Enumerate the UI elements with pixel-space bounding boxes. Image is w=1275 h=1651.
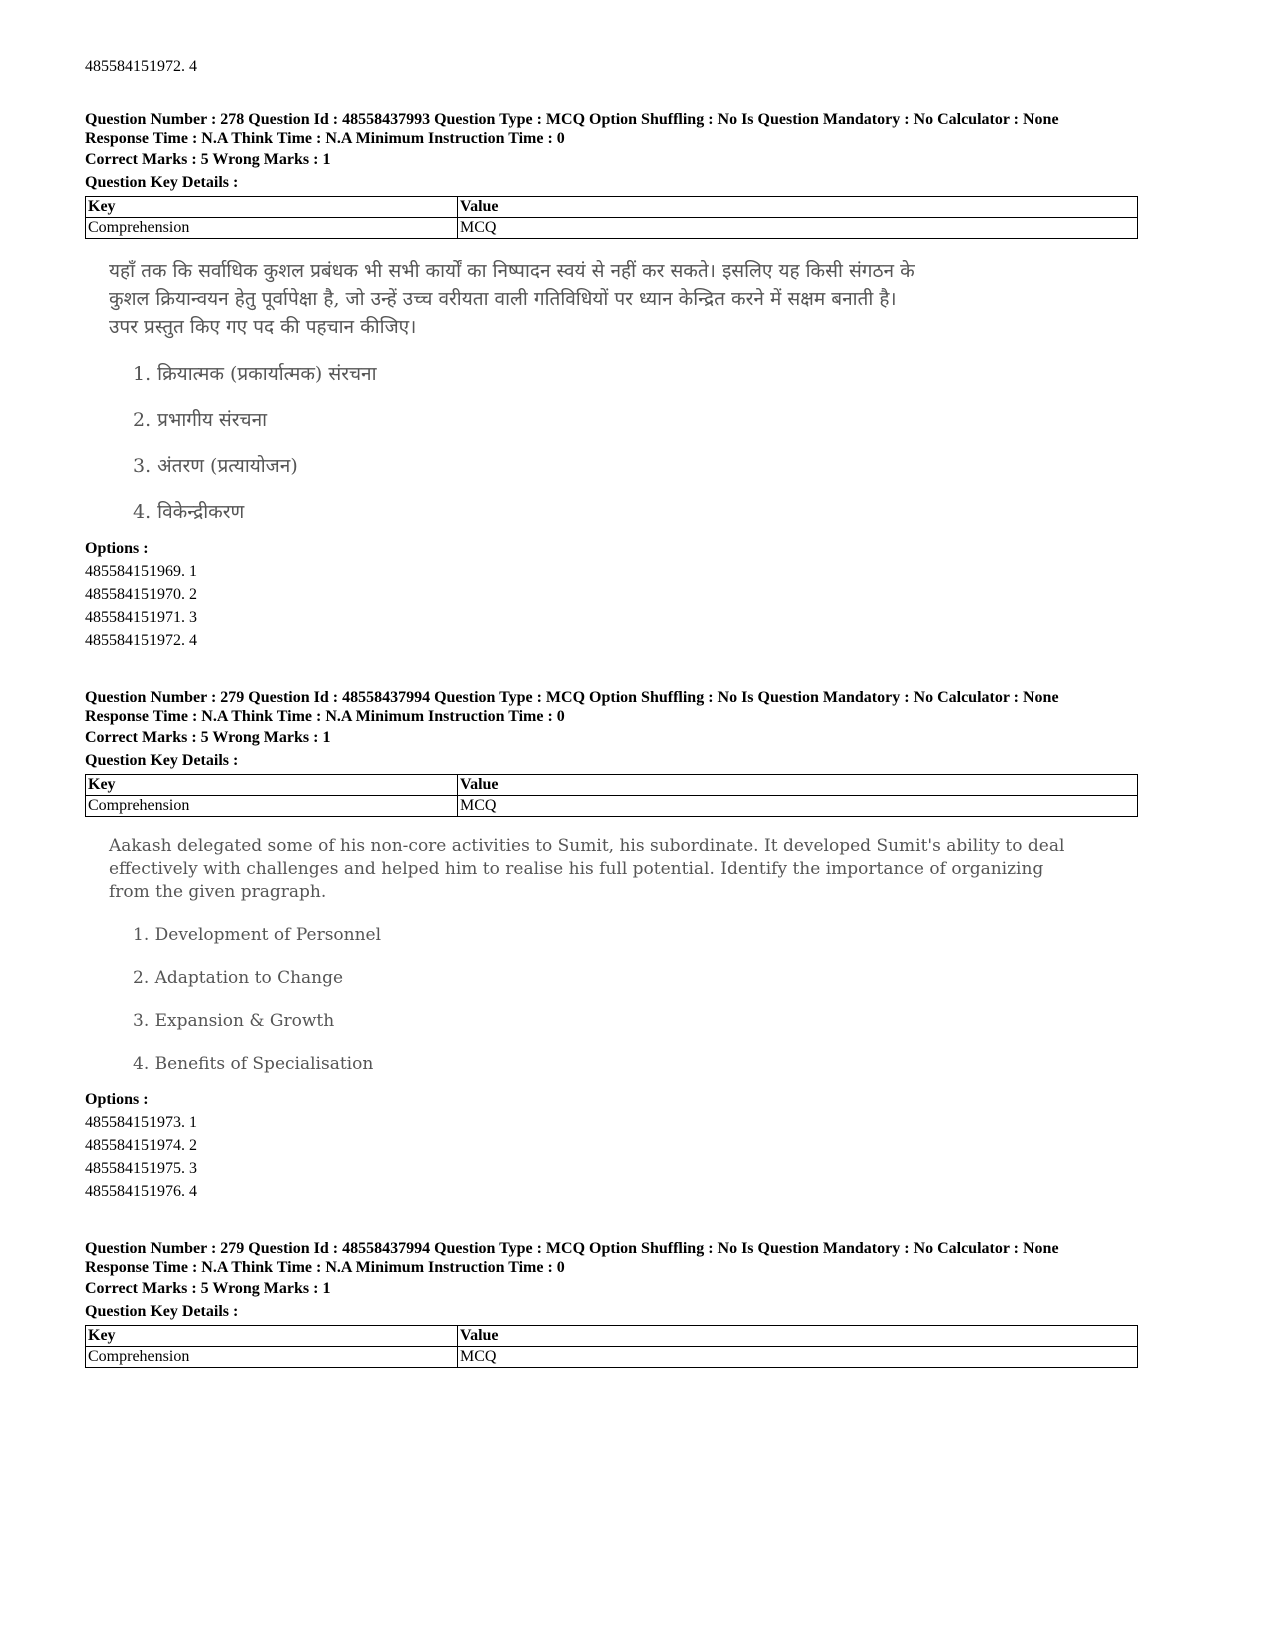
key-details-table <box>85 196 1138 239</box>
option-line: 485584151970. 2 <box>85 586 197 603</box>
table-header-row <box>86 197 1138 218</box>
value-cell: MCQ <box>458 796 1138 817</box>
question-choice: 3. अंतरण (प्रत्यायोजन) <box>133 455 298 477</box>
table-header-row <box>86 775 1138 796</box>
key-header-cell: Key <box>86 197 458 218</box>
option-line: 485584151973. 1 <box>85 1114 197 1131</box>
question-text-line: from the given pragraph. <box>109 882 327 902</box>
option-line: 485584151976. 4 <box>85 1183 197 1200</box>
previous-option-line: 485584151972. 4 <box>85 58 197 75</box>
key-header-cell: Key <box>86 1326 458 1347</box>
question-choice: 4. Benefits of Specialisation <box>133 1054 374 1074</box>
question-block-279 <box>85 688 1140 1203</box>
key-cell: Comprehension <box>86 1347 458 1368</box>
question-block-278 <box>85 110 1140 652</box>
option-line: 485584151969. 1 <box>85 563 197 580</box>
value-cell: MCQ <box>458 218 1138 239</box>
question-choice: 4. विकेन्द्रीकरण <box>133 501 245 523</box>
question-choice: 1. Development of Personnel <box>133 925 382 945</box>
question-text-line: यहाँ तक कि सर्वाधिक कुशल प्रबंधक भी सभी कार्यों का निष्पादन स्वयं से नहीं कर सकते। इसलिए यह किसी संगठन के <box>109 260 915 282</box>
question-choice: 1. क्रियात्मक (प्रकार्यात्मक) संरचना <box>133 363 377 385</box>
option-line: 485584151971. 3 <box>85 609 197 626</box>
key-cell: Comprehension <box>86 796 458 817</box>
question-header: Question Number : 279 Question Id : 48558437994 Question Type : MCQ Option Shuffling : No Is Question Mandatory : No Calculator : None <box>85 689 1059 706</box>
option-line: 485584151975. 3 <box>85 1160 197 1177</box>
options-title: Options : <box>85 540 149 557</box>
question-choice: 2. Adaptation to Change <box>133 968 344 988</box>
question-text-line: Aakash delegated some of his non-core activities to Sumit, his subordinate. It developed Sumit's ability to deal <box>109 836 1065 856</box>
question-image-hindi <box>109 257 1140 525</box>
key-details-title: Question Key Details : <box>85 174 239 191</box>
question-header: Question Number : 278 Question Id : 48558437993 Question Type : MCQ Option Shuffling : No Is Question Mandatory : No Calculator : None <box>85 111 1059 128</box>
key-header-cell: Key <box>86 775 458 796</box>
question-timing: Response Time : N.A Think Time : N.A Minimum Instruction Time : 0 <box>85 708 565 725</box>
value-cell: MCQ <box>458 1347 1138 1368</box>
options-title: Options : <box>85 1091 149 1108</box>
key-details-title: Question Key Details : <box>85 1303 239 1320</box>
key-details-table <box>85 774 1138 817</box>
question-marks: Correct Marks : 5 Wrong Marks : 1 <box>85 729 331 746</box>
value-header-cell: Value <box>458 197 1138 218</box>
table-row <box>86 1347 1138 1368</box>
question-timing: Response Time : N.A Think Time : N.A Minimum Instruction Time : 0 <box>85 1259 565 1276</box>
question-timing: Response Time : N.A Think Time : N.A Minimum Instruction Time : 0 <box>85 130 565 147</box>
document-page <box>85 55 1140 1404</box>
table-header-row <box>86 1326 1138 1347</box>
question-marks: Correct Marks : 5 Wrong Marks : 1 <box>85 1280 331 1297</box>
option-line: 485584151974. 2 <box>85 1137 197 1154</box>
value-header-cell: Value <box>458 775 1138 796</box>
question-text-line: उपर प्रस्तुत किए गए पद की पहचान कीजिए। <box>109 316 417 338</box>
question-text-line: effectively with challenges and helped him to realise his full potential. Identify the importance of organizing <box>109 859 1044 879</box>
question-marks: Correct Marks : 5 Wrong Marks : 1 <box>85 151 331 168</box>
question-text-line: कुशल क्रियान्वयन हेतु पूर्वापेक्षा है, जो उन्हें उच्च वरीयता वाली गतिविधियों पर ध्यान केन्द्रित करने में सक्षम बनाती है। <box>109 288 897 310</box>
key-details-title: Question Key Details : <box>85 752 239 769</box>
option-line: 485584151972. 4 <box>85 632 197 649</box>
question-choice: 2. प्रभागीय संरचना <box>133 409 268 431</box>
question-header: Question Number : 279 Question Id : 48558437994 Question Type : MCQ Option Shuffling : No Is Question Mandatory : No Calculator : None <box>85 1240 1059 1257</box>
table-row <box>86 796 1138 817</box>
value-header-cell: Value <box>458 1326 1138 1347</box>
table-row <box>86 218 1138 239</box>
question-block-279-repeat <box>85 1239 1140 1368</box>
question-image-english <box>109 835 1140 1076</box>
key-details-table <box>85 1325 1138 1368</box>
question-choice: 3. Expansion & Growth <box>133 1011 335 1031</box>
key-cell: Comprehension <box>86 218 458 239</box>
